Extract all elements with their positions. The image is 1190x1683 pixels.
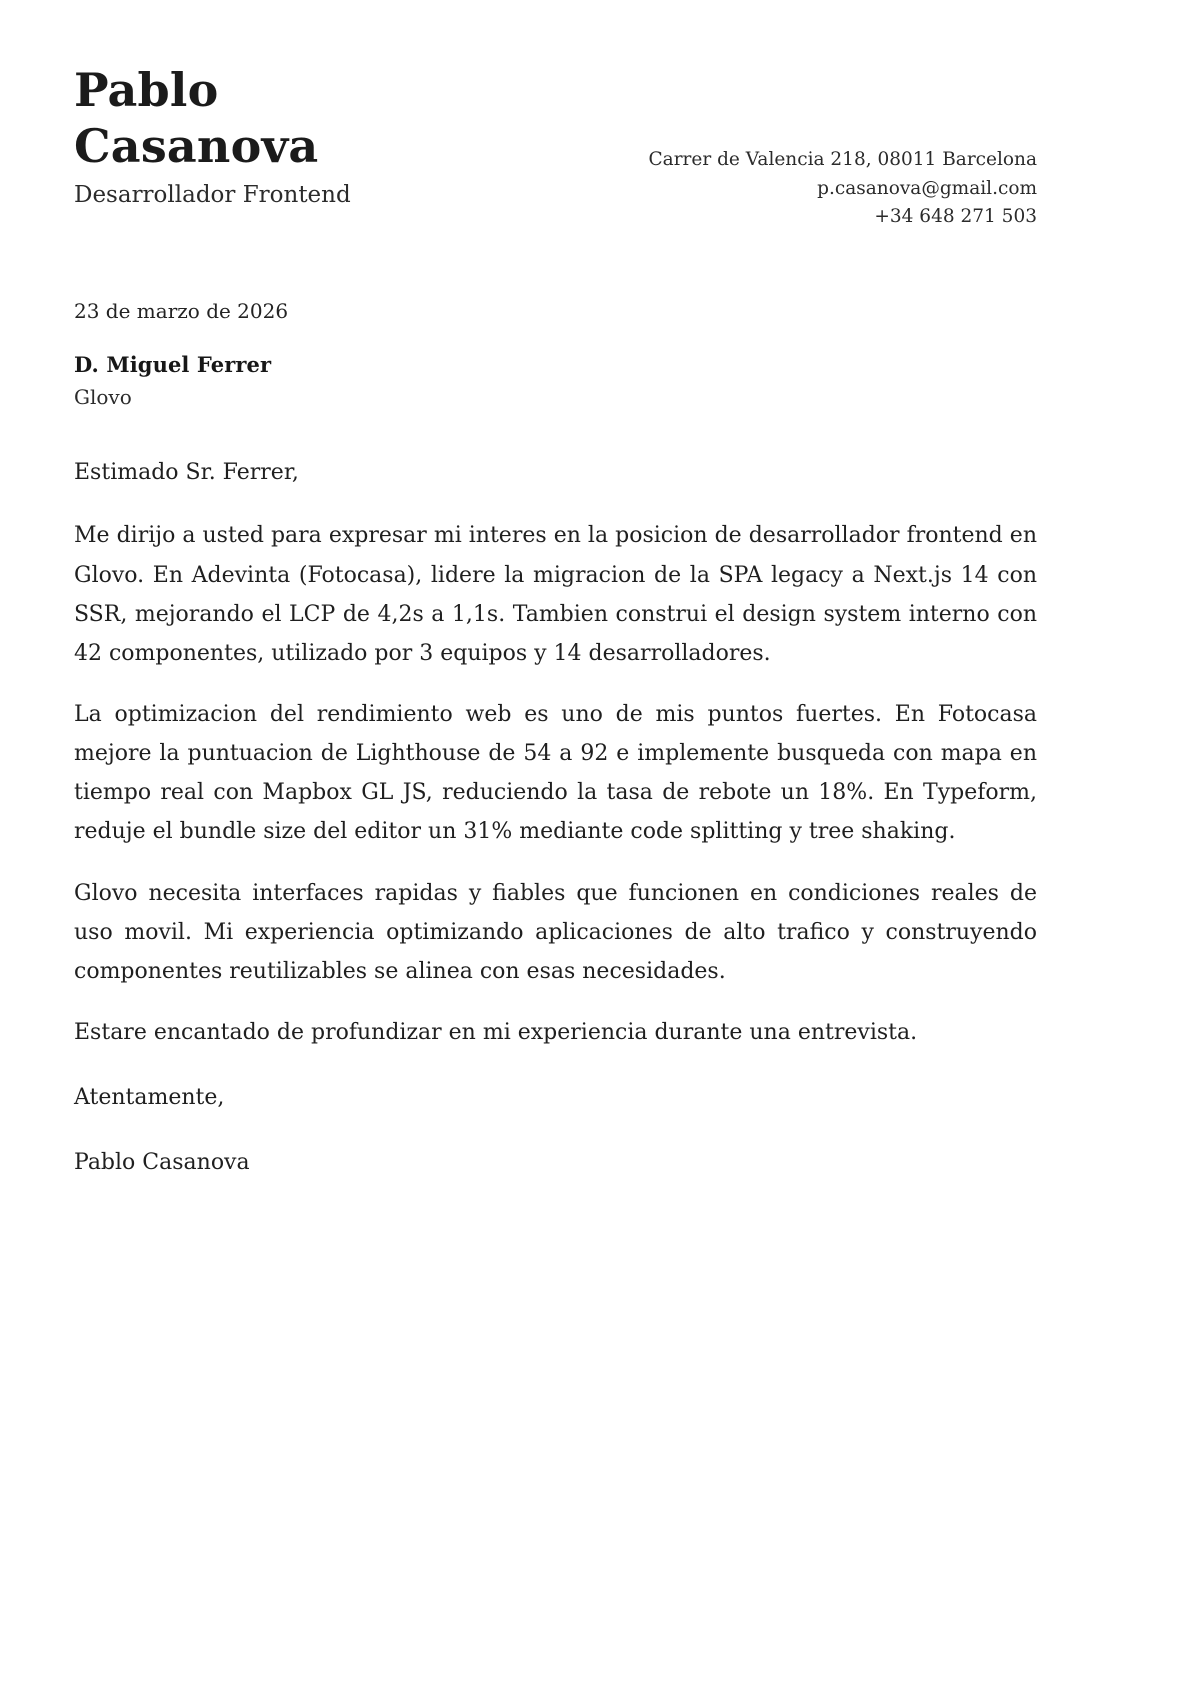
letter-date: 23 de marzo de 2026 (74, 299, 289, 323)
body-paragraph: Estare encantado de profundizar en mi experiencia durante una entrevista. (74, 1020, 918, 1046)
letter-content (74, 62, 1037, 1181)
letter-header (74, 62, 1037, 227)
recipient-company: Glovo (74, 385, 132, 410)
contact-address: Carrer de Valencia 218, 08011 Barcelona (648, 149, 1037, 170)
body-paragraph: Me dirijo a usted para expresar mi interes en la posicion de desarrollador frontend en Glovo. En Adevinta (Fotocasa), lidere la migracion de la SPA legacy a Next.js 14 con SSR, mejorando el LCP de 4,2s a 1,1s. Tambien construi el design system interno con 42 componentes, utilizado por 3 equipos y 14 desarrolladores. (74, 523, 1037, 666)
first-name: Pablo (74, 63, 219, 117)
salutation: Estimado Sr. Ferrer, (74, 460, 299, 486)
contact-email[interactable]: p.casanova@gmail.com (817, 177, 1037, 199)
letter-meta (74, 297, 1037, 411)
body-paragraph: La optimizacion del rendimiento web es uno de mis puntos fuertes. En Fotocasa mejore la puntuacion de Lighthouse de 54 a 92 e implemente busqueda con mapa en tiempo real con Mapbox GL JS, reduciendo la tasa de rebote un 18%. En Typeform, reduje el bundle size del editor un 31% mediante code splitting y tree shaking. (74, 701, 1037, 845)
last-name: Casanova (74, 119, 319, 174)
body-paragraph: Glovo necesita interfaces rapidas y fiables que funcionen en condiciones reales de uso movil. Mi experiencia optimizando aplicaciones de alto trafico y construyendo componentes reutilizables se alinea con esas necesidades. (74, 880, 1037, 984)
signature-name: Pablo Casanova (74, 1150, 250, 1176)
name-block (74, 62, 634, 211)
page-title (74, 62, 634, 174)
contact-block (649, 146, 1037, 232)
recipient-name: D. Miguel Ferrer (74, 352, 272, 377)
letter-body (74, 456, 1037, 1180)
closing-line: Atentamente, (74, 1085, 225, 1111)
job-title: Desarrollador Frontend (74, 182, 351, 209)
contact-phone[interactable]: +34 648 271 503 (874, 206, 1037, 228)
